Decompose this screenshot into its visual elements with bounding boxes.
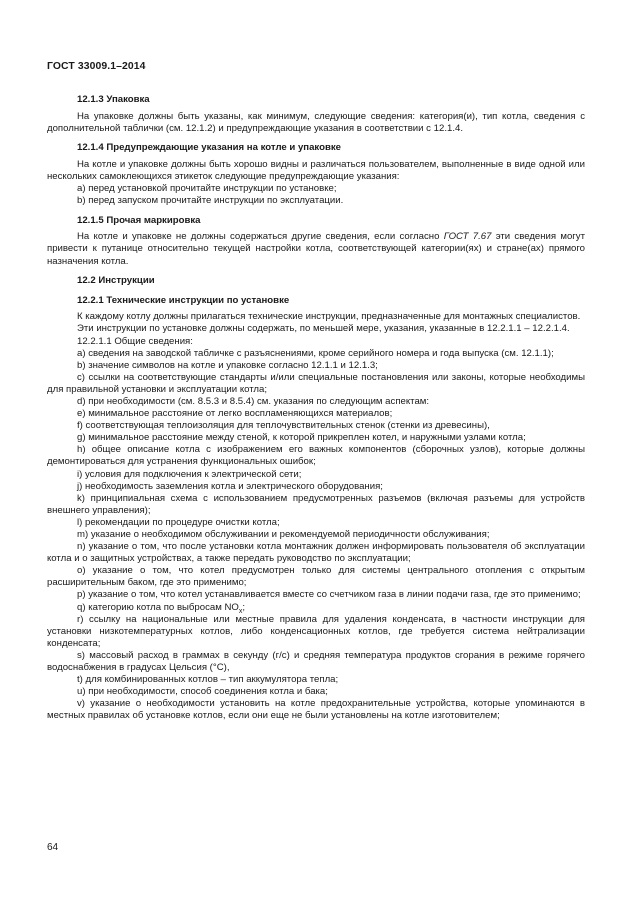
- list-item: g) минимальное расстояние между стеной, к которой прикреплен котел, и наружными узлами котла;: [77, 432, 526, 444]
- subscript: x: [238, 607, 243, 615]
- list-item: а) сведения на заводской табличке с разъяснениями, кроме серийного номера и года выпуска (см. 12.1.1);: [77, 347, 554, 359]
- list-item: j) необходимость заземления котла и электрического оборудования;: [77, 480, 383, 492]
- list-item: а) перед установкой прочитайте инструкции по установке;: [77, 183, 337, 195]
- section-12-2-title: 12.2 Инструкции: [77, 275, 155, 287]
- list-item: l) рекомендации по процедуре очистки котла;: [77, 516, 280, 528]
- list-item: u) при необходимости, способ соединения котла и бака;: [77, 686, 328, 698]
- list-item: e) минимальное расстояние от легко воспламеняющихся материалов;: [77, 408, 393, 420]
- paragraph: На котле и упаковке должны быть хорошо видны и различаться пользователем, выполненные в виде одной или нескольких самоклеющихся этикеток следующие предупреждающие указания:: [47, 158, 585, 182]
- paragraph: [47, 231, 585, 267]
- page-number: 64: [47, 842, 59, 853]
- list-item: r) ссылку на национальные или местные правила для удаления конденсата, в частности инструкции для установки низкотемпературных котлов, либо конденсационных котлов, где требуется система нейтрализации конденсата;: [47, 613, 585, 649]
- standard-reference: ГОСТ 7.67: [443, 231, 492, 243]
- list-item: t) для комбинированных котлов – тип аккумулятора тепла;: [77, 674, 339, 686]
- paragraph: К каждому котлу должны прилагаться технические инструкции, предназначенные для монтажных специалистов.: [77, 311, 581, 323]
- list-item: k) принципиальная схема с использованием предусмотренных разъемов (включая разъемы для устройств внешнего управления);: [47, 492, 585, 516]
- list-item: h) общее описание котла с изображением его важных компонентов (сборочных узлов), которые должны демонтироваться для устранения функциональных ошибок;: [47, 444, 585, 468]
- list-item: s) массовый расход в граммах в секунду (г/с) и средняя температура продуктов сгорания в режиме горячего водоснабжения в градусах Цельсия (°С),: [47, 649, 585, 674]
- list-item: o) указание о том, что котел предусмотрен только для системы центрального отопления с открытым расширительным баком, где это применимо;: [47, 565, 585, 589]
- list-item: f) соответствующая теплоизоляция для теплочувствительных стенок (стенки из древесины),: [77, 420, 490, 432]
- subsection-12-2-1-1: 12.2.1.1 Общие сведения:: [77, 335, 193, 347]
- paragraph: На упаковке должны быть указаны, как минимум, следующие сведения: категория(и), тип котла, сведения с дополнительной таблички (см. 12.1.2) и предупреждающие указания в соответствии с 12.1.4.: [47, 110, 585, 134]
- list-item-text: ;: [242, 601, 246, 613]
- list-item: p) указание о том, что котел устанавливается вместе со счетчиком газа в линии подачи газа, где это применимо;: [77, 589, 581, 601]
- list-item: b) перед запуском прочитайте инструкции по эксплуатации.: [77, 195, 344, 207]
- list-item: d) при необходимости (см. 8.5.3 и 8.5.4) см. указания по следующим аспектам:: [77, 395, 430, 407]
- section-12-1-5-title: 12.1.5 Прочая маркировка: [77, 214, 201, 226]
- standard-code-header: ГОСТ 33009.1–2014: [47, 61, 146, 72]
- document-body: [47, 94, 585, 723]
- list-item: [47, 602, 585, 614]
- list-item: n) указание о том, что после установки котла монтажник должен информировать пользователя об эксплуатации котла и о защитных устройствах, а также передать руководство по эксплуатации;: [47, 541, 585, 565]
- section-12-1-4-title: 12.1.4 Предупреждающие указания на котле и упаковке: [77, 142, 342, 154]
- section-12-1-3-title: 12.1.3 Упаковка: [77, 94, 150, 105]
- list-item: c) ссылки на соответствующие стандарты и/или специальные постановления или законы, которые необходимы для правильной установки и эксплуатации котла;: [47, 371, 585, 395]
- section-12-2-1-title: 12.2.1 Технические инструкции по установке: [77, 294, 290, 306]
- list-item: m) указание о необходимом обслуживании и рекомендуемой периодичности обслуживания;: [77, 529, 490, 540]
- list-item: b) значение символов на котле и упаковке согласно 12.1.1 и 12.1.3;: [77, 359, 378, 371]
- list-item-text: q) категорию котла по выбросам NO: [77, 601, 239, 613]
- paragraph-text: На котле и упаковке не должны содержаться другие сведения, если согласно: [77, 231, 444, 243]
- paragraph: Эти инструкции по установке должны содержать, по меньшей мере, указания, указанные в 12.2.1.1 – 12.2.1.4.: [77, 323, 570, 335]
- paragraph-text: эти сведения могут привести к путанице относительно текущей настройки котла, соответствующей категории(ях) и стране(ах) прямого назначения котла.: [47, 231, 585, 267]
- list-item: v) указание о необходимости установить на котле предохранительные устройства, которые упоминаются в местных правилах об установке котлов, если они еще не были установлены на котле изготовителем;: [47, 698, 585, 722]
- list-item: i) условия для подключения к электрической сети;: [77, 468, 302, 480]
